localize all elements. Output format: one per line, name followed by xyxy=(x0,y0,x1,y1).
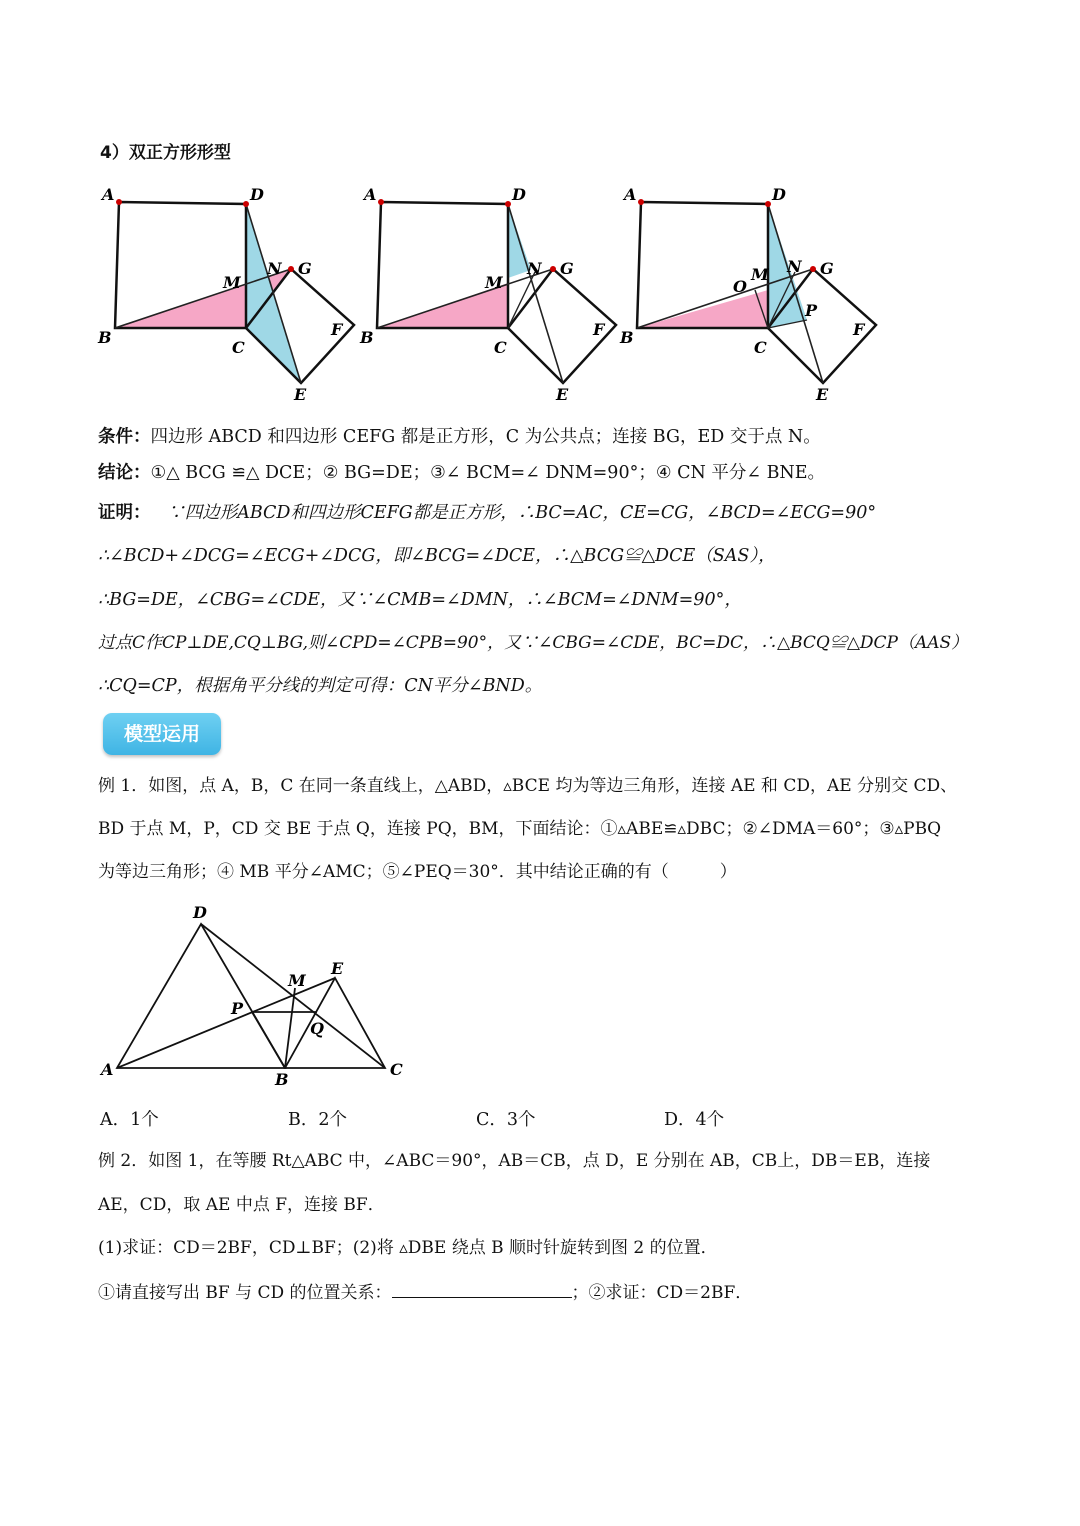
option-d[interactable]: D．4个 xyxy=(664,1110,725,1130)
double-square-figures xyxy=(95,180,895,410)
svg-text:F: F xyxy=(593,320,605,339)
figure-1 xyxy=(97,185,354,404)
svg-text:M: M xyxy=(288,971,306,990)
answer-blank[interactable] xyxy=(392,1279,572,1298)
svg-text:F: F xyxy=(331,320,343,339)
svg-text:B: B xyxy=(275,1070,289,1089)
svg-text:B: B xyxy=(360,328,374,347)
svg-text:C: C xyxy=(754,338,767,357)
fig1-label: A xyxy=(102,185,115,204)
proof-line-3: ∴BG=DE，∠CBG=∠CDE，又∵∠CMB=∠DMN，∴∠BCM=∠DNM=90°， xyxy=(98,590,742,610)
example1-line-1: 例 1．如图，点 A，B，C 在同一条直线上，△ABD，▵BCE 均为等边三角形，连接 AE 和 CD，AE 分别交 CD、 xyxy=(98,776,958,796)
svg-text:C: C xyxy=(232,338,245,357)
proof-line-1: 证明： ∵四边形ABCD和四边形CEFG都是正方形，∴BC=AC，CE=CG，∠BCD=∠ECG=90° xyxy=(98,503,877,523)
proof-line-5: ∴CQ=CP，根据角平分线的判定可得：CN平分∠BND。 xyxy=(98,676,543,696)
svg-text:A: A xyxy=(624,185,637,204)
option-a[interactable]: A．1个 xyxy=(100,1110,159,1130)
figure-3 xyxy=(619,185,876,404)
svg-text:P: P xyxy=(231,999,244,1018)
example1-line-2: BD 于点 M，P，CD 交 BE 于点 Q，连接 PQ，BM，下面结论：①▵ABE≌▵DBC；②∠DMA＝60°；③▵PBQ xyxy=(98,819,942,839)
svg-text:N: N xyxy=(527,259,542,278)
svg-text:D: D xyxy=(512,185,526,204)
svg-text:D: D xyxy=(250,185,264,204)
example1-figure xyxy=(95,900,415,1090)
svg-text:G: G xyxy=(820,259,834,278)
svg-text:D: D xyxy=(193,903,207,922)
svg-text:Q: Q xyxy=(310,1019,324,1038)
proof-line-4: 过点C作CP⊥DE,CQ⊥BG,则∠CPD=∠CPB=90°，又∵∠CBG=∠CDE，BC=DC，∴△BCQ≌△DCP（AAS） xyxy=(98,633,969,653)
svg-text:P: P xyxy=(805,301,818,320)
svg-text:N: N xyxy=(787,257,802,276)
example2-line-1: 例 2．如图 1，在等腰 Rt△ABC 中，∠ABC＝90°，AB＝CB，点 D，E 分别在 AB，CB上，DB＝EB，连接 xyxy=(98,1151,931,1171)
svg-text:M: M xyxy=(485,273,503,292)
figure-2 xyxy=(359,185,616,404)
svg-text:O: O xyxy=(733,277,747,296)
option-b[interactable]: B．2个 xyxy=(288,1110,347,1130)
svg-text:E: E xyxy=(816,385,829,404)
svg-text:C: C xyxy=(390,1060,403,1079)
condition-line: 条件：四边形 ABCD 和四边形 CEFG 都是正方形，C 为公共点；连接 BG，ED 交于点 N。 xyxy=(98,427,821,447)
svg-text:M: M xyxy=(751,265,769,284)
svg-text:N: N xyxy=(267,259,282,278)
svg-text:F: F xyxy=(853,320,865,339)
svg-text:C: C xyxy=(494,338,507,357)
example2-line-3: (1)求证：CD＝2BF，CD⊥BF；(2)将 ▵DBE 绕点 B 顺时针旋转到图 2 的位置． xyxy=(98,1238,718,1258)
conclusion-line: 结论：①△ BCG ≌△ DCE；② BG=DE；③∠ BCM=∠ DNM=90°；④ CN 平分∠ BNE。 xyxy=(98,463,826,483)
option-c[interactable]: C．3个 xyxy=(476,1110,536,1130)
svg-text:D: D xyxy=(772,185,786,204)
model-application-badge: 模型运用 xyxy=(103,713,221,755)
svg-text:A: A xyxy=(364,185,377,204)
svg-text:B: B xyxy=(620,328,634,347)
svg-text:G: G xyxy=(298,259,312,278)
svg-text:E: E xyxy=(556,385,569,404)
svg-text:E: E xyxy=(294,385,307,404)
section-heading: 4）双正方形形型 xyxy=(100,143,231,163)
example2-line-2: AE，CD，取 AE 中点 F，连接 BF． xyxy=(98,1195,385,1215)
svg-text:M: M xyxy=(223,273,241,292)
svg-text:A: A xyxy=(101,1060,114,1079)
example1-line-3: 为等边三角形；④ MB 平分∠AMC；⑤∠PEQ＝30°．其中结论正确的有（ ） xyxy=(98,862,737,882)
proof-line-2: ∴∠BCD+∠DCG=∠ECG+∠DCG，即∠BCG=∠DCE，∴△BCG≌△DCE（SAS）， xyxy=(98,546,776,566)
svg-text:G: G xyxy=(560,259,574,278)
svg-text:E: E xyxy=(331,959,344,978)
example2-line-4: ①请直接写出 BF 与 CD 的位置关系： ；②求证：CD＝2BF． xyxy=(98,1279,752,1306)
svg-text:B: B xyxy=(98,328,112,347)
